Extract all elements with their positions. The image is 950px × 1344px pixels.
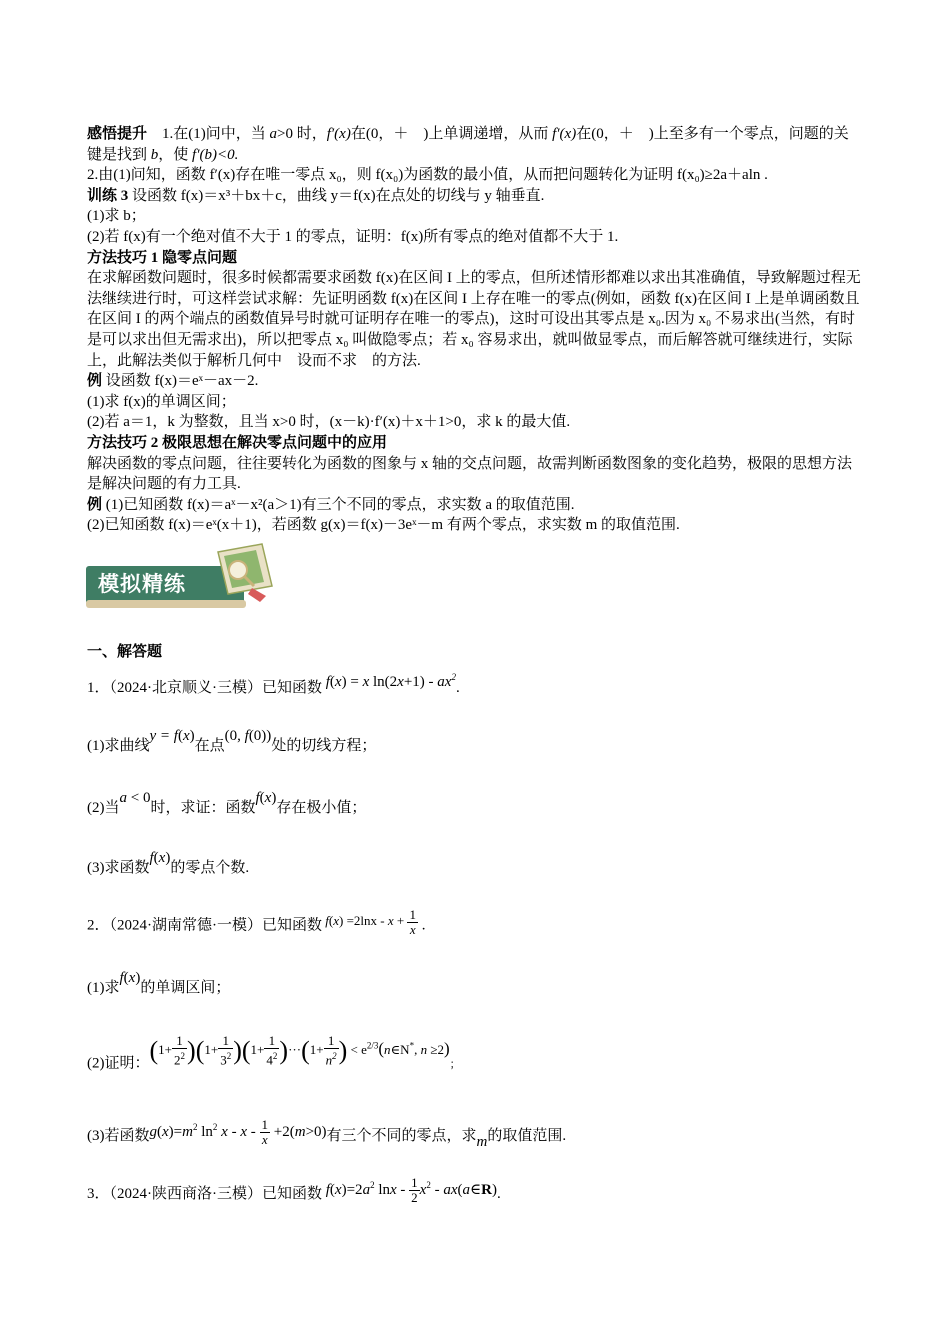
q1-point-formula: (0, f(0))	[224, 728, 272, 744]
question-2-part-2: (2)证明：(1+ $\frac{1}{2^2}$ )(1+ $\frac{1}{3^2}$ )(1+ $\frac{1}{4^2}$ )···(1+ $\frac{1}{n^2}$ ) < $e^{2/3}(n\in N^*$, n ≥2)；	[87, 1033, 461, 1072]
insight-paragraph: 感悟提升 1.在(1)问中，当 a>0 时，f′(x)在(0，＋ )上单调递增，从而 f′(x)在(0，＋ )上至多有一个零点，问题的关键是找到 b，使 f′(b)<0.	[87, 126, 849, 163]
example-1: 例 设函数 f(x)＝eˣ－ax－2.	[87, 373, 259, 390]
example-1-part-2: (2)若 a＝1，k 为整数，且当 x>0 时，(x－k)·f′(x)＋x＋1>0，求 k 的最大值.	[87, 414, 571, 431]
q3-formula: $f(x)=2a^2$ lnx - $\frac{1}{2}$ $x^2$ - ax(a∈R)	[322, 1175, 497, 1205]
intro-block	[87, 124, 863, 536]
question-2-part-1: (1)求f(x)的单调区间；	[87, 970, 231, 996]
example-2-part-2: (2)已知函数 f(x)＝eˣ(x＋1)，若函数 g(x)＝f(x)－3eˣ－m 有两个零点，求实数 m 的取值范围.	[87, 517, 680, 534]
section-title: 一、解答题	[87, 644, 163, 660]
example-1-part-1: (1)求 f(x)的单调区间；	[87, 393, 236, 410]
q1-condition: a < 0	[119, 790, 151, 806]
method-1-body: 在求解函数问题时，很多时候都需要求函数 f(x)在区间 I 上的零点，但所述情形都难以求出其准确值，导致解题过程无法继续进行时，可这样尝试求解：先证明函数 f(x)在区间 I 上存在唯一的零点(例如，函数 f(x)在区间 I 上是单调函数且在区间 I 的两个端点的函数值异号时就可证明存在唯一的零点)，这时可设出其零点是 x₀.因为 x₀ 不易求出(当然，有时是可以求出但无需求出)，所以把零点 x₀ 叫做隐零点；若 x₀ 容易求出，就叫做显零点，而后解答就可继续进行，实际上，此解法类似于解析几何中 设而不求 的方法.	[87, 270, 861, 369]
q2-inequality: (1+ $\frac{1}{2^2}$ )(1+ $\frac{1}{3^2}$ )(1+ $\frac{1}{4^2}$ )···(1+ $\frac{1}{n^2}$ ) < $e^{2/3}(n\in N^*$, n ≥2)	[149, 1033, 450, 1068]
example-label-2: 例	[87, 496, 103, 513]
method-2-title: 方法技巧 2 极限思想在解决零点问题中的应用	[87, 434, 388, 451]
insight-paragraph-2: 2.由(1)问知，函数 f′(x)存在唯一零点 x₀，则 f(x₀)为函数的最小值，从而把问题转化为证明 f(x₀)≥2a＋aln .	[87, 167, 768, 184]
question-2-head: 2．（2024·湖南常德·一模）已知函数 f(x) =2lnx - x + $\frac{1}{x}$ .	[87, 907, 426, 937]
banner-title: 模拟精练	[98, 572, 186, 596]
insight-label: 感悟提升	[87, 126, 148, 142]
example-label: 例	[87, 373, 103, 390]
question-1-part-2: (2)当a < 0时，求证：函数f(x)存在极小值；	[87, 790, 367, 816]
question-1-part-3: (3)求函数f(x)的零点个数.	[87, 850, 250, 876]
question-2-part-3: (3)若函数$g(x)=m^2$ $\ln^2 x$ - x - $\frac{1}{x}$ +2(m>0)有三个不同的零点，求m的取值范围.	[87, 1117, 567, 1150]
method-1-title: 方法技巧 1 隐零点问题	[87, 249, 238, 266]
q2-m-variable: m	[476, 1133, 488, 1150]
q2-g-formula: $g(x)=m^2$ $\ln^2 x$ - x - $\frac{1}{x}$ +2(m>0)	[149, 1117, 327, 1147]
q2-formula: f(x) =2lnx - x + $\frac{1}{x}$	[322, 907, 416, 937]
training-3-part-1: (1)求 b；	[87, 208, 146, 225]
question-1-head: 1．（2024·北京顺义·三模）已知函数 f(x) = x $\ln(2x+1) - ax^2$.	[87, 672, 460, 696]
example-2: 例 (1)已知函数 f(x)＝aˣ－x²(a＞1)有三个不同的零点，求实数 a 的取值范围.	[87, 496, 575, 513]
q1-function: f(x)	[255, 790, 277, 806]
training-3-part-2: (2)若 f(x)有一个绝对值不大于 1 的零点，证明：f(x)所有零点的绝对值都不大于 1.	[87, 228, 619, 245]
q1-function-3: f(x)	[149, 850, 171, 866]
question-3-head: 3．（2024·陕西商洛·三模）已知函数 $f(x)=2a^2$ lnx - $\frac{1}{2}$ $x^2$ - ax(a∈R).	[87, 1175, 501, 1205]
q1-curve-formula: y = f(x)	[149, 728, 195, 744]
q2-function: f(x)	[119, 970, 141, 986]
question-1-part-1: (1)求曲线y = f(x)在点(0, f(0))处的切线方程；	[87, 728, 377, 754]
training-3: 训练 3 设函数 f(x)＝x³＋bx＋c，曲线 y＝f(x)在点处的切线与 y 轴垂直.	[87, 187, 545, 204]
q1-formula: f(x) = x $\ln(2x+1) - ax^2$	[322, 672, 456, 690]
practice-banner	[86, 540, 276, 612]
training-label: 训练 3	[87, 187, 129, 204]
method-2-body: 解决函数的零点问题，往往要转化为函数的图象与 x 轴的交点问题，故需判断函数图象的变化趋势，极限的思想方法是解决问题的有力工具.	[87, 455, 853, 493]
